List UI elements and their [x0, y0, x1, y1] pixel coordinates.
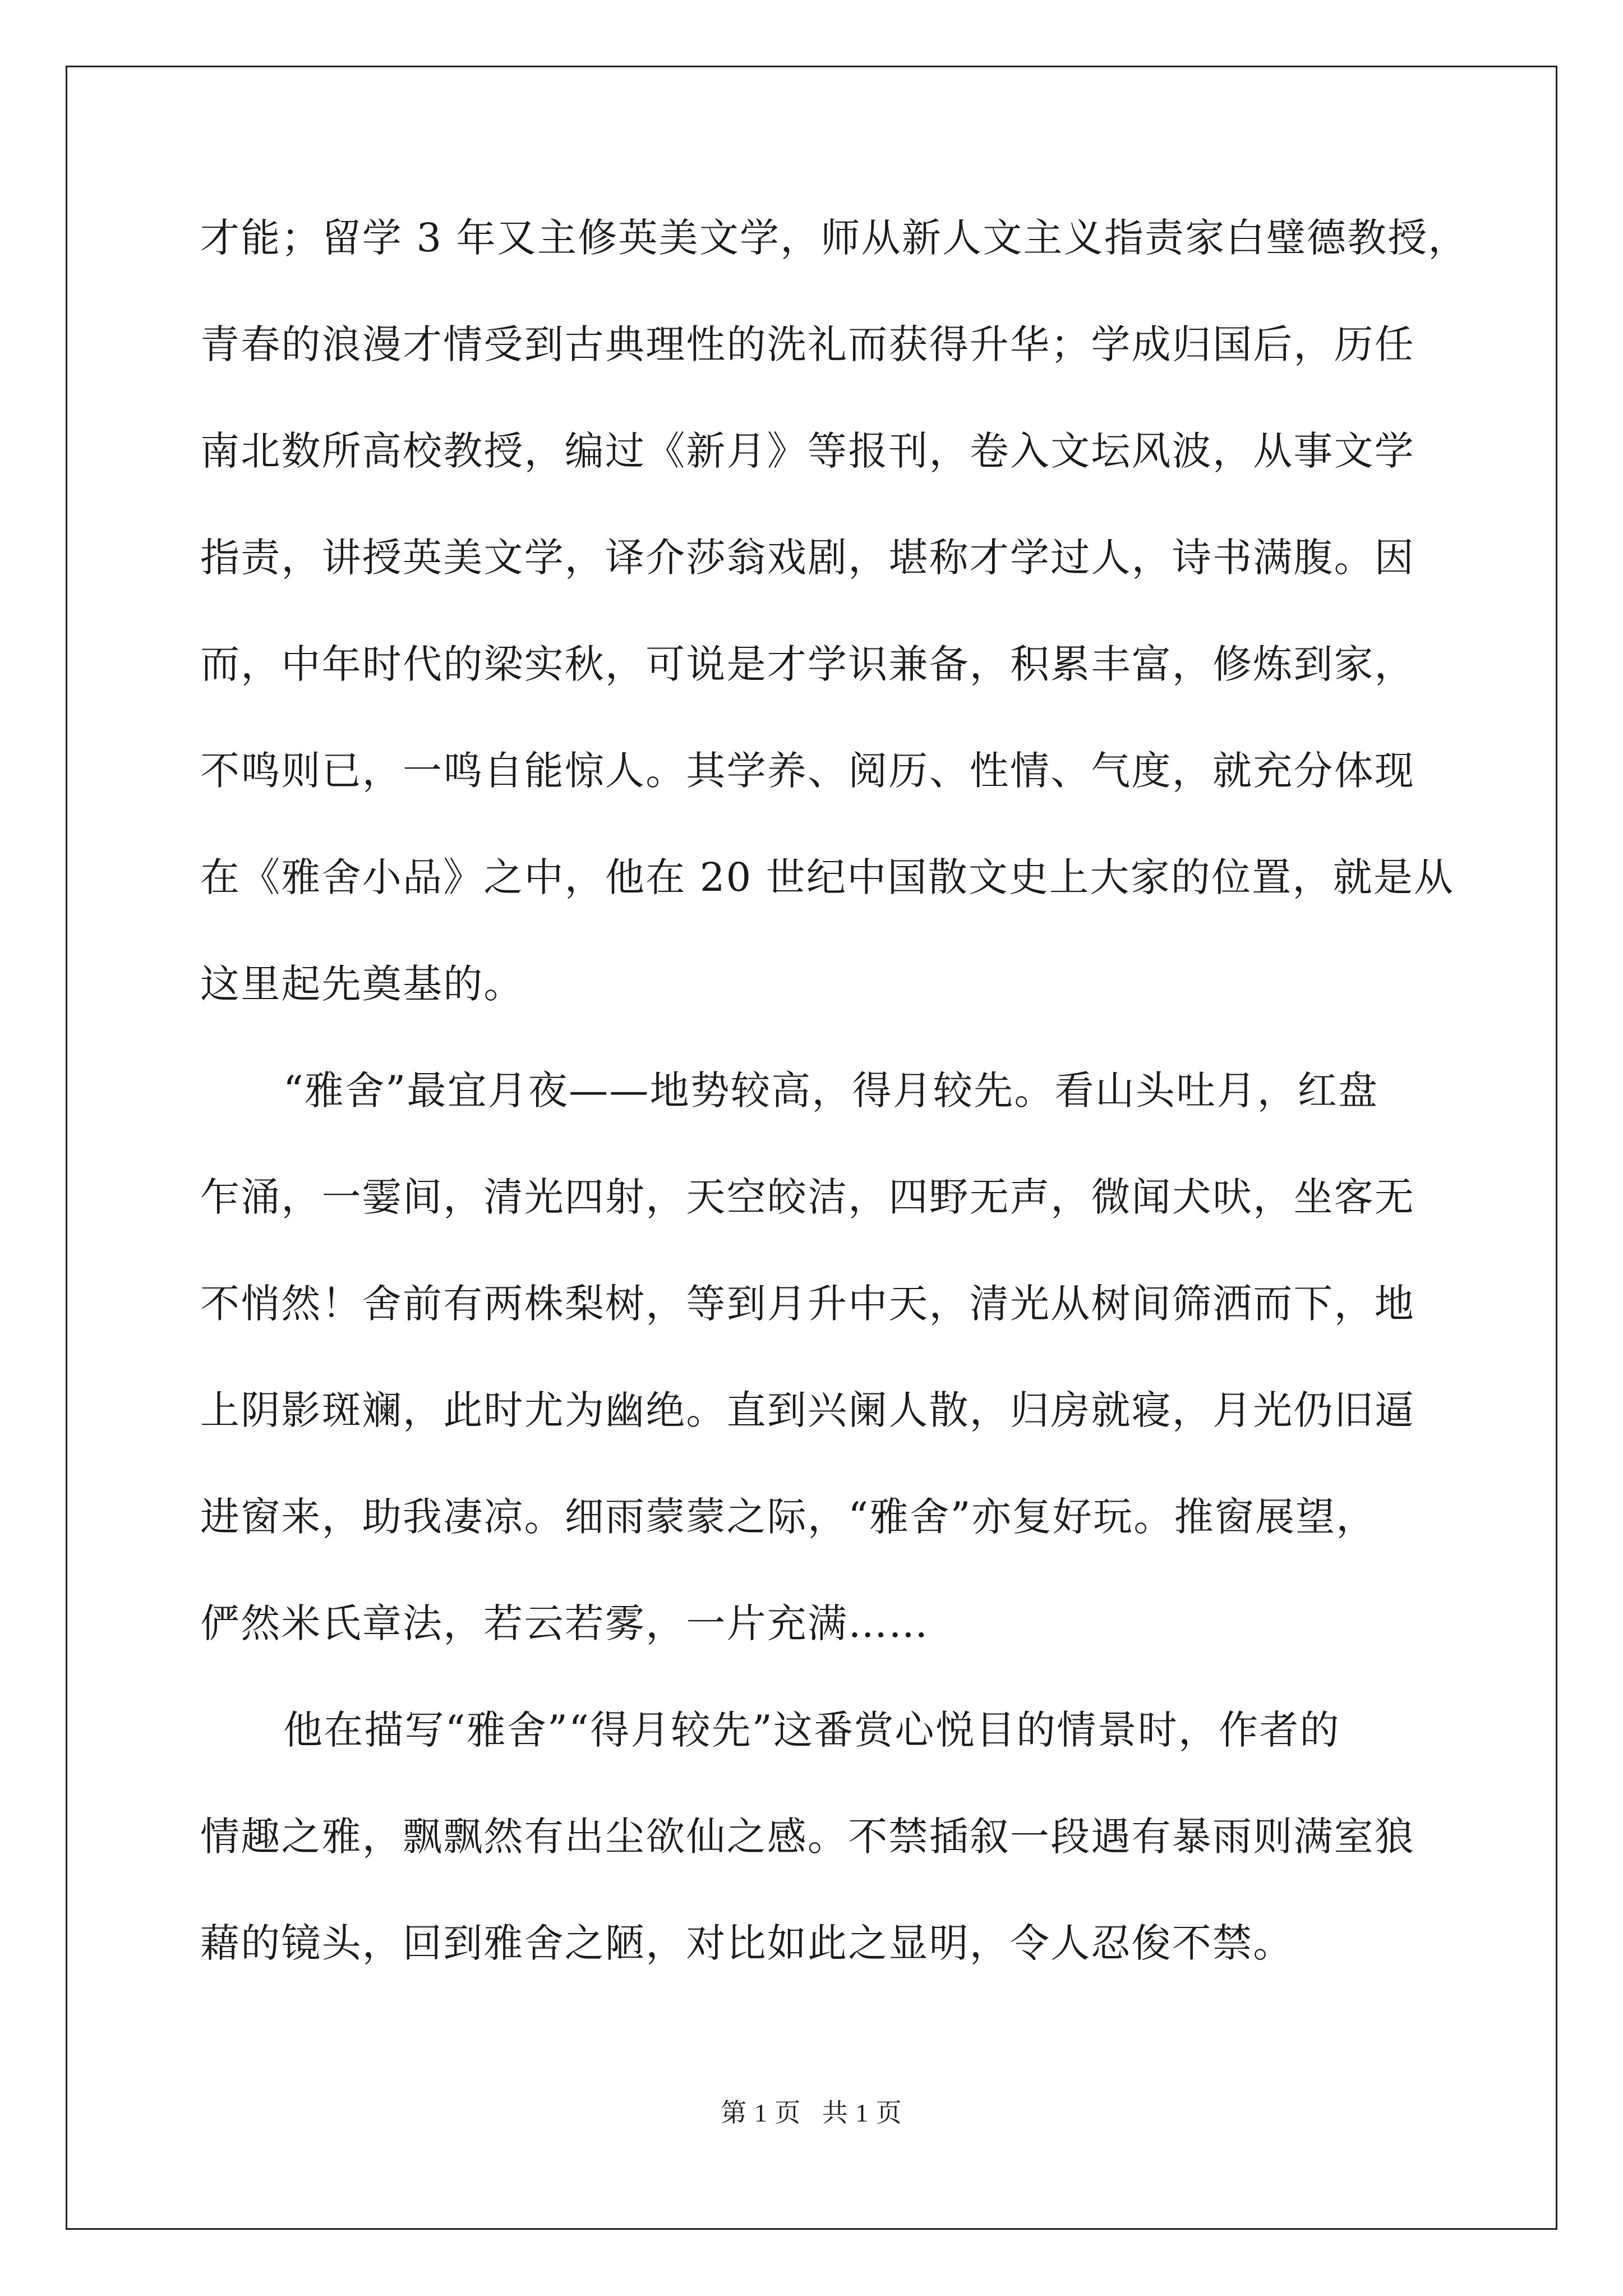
text-line: 俨然米氏章法，若云若雾，一片充满…… — [200, 1600, 929, 1646]
text-line: 不鸣则已，一鸣自能惊人。其学养、阅历、性情、气度，就充分体现 — [200, 748, 1415, 794]
text-line: 进窗来，助我凄凉。细雨蒙蒙之际，“雅舍”亦复好玩。推窗展望， — [200, 1494, 1377, 1540]
text-line: 才能；留学 3 年又主修英美文学，师从新人文主义指责家白璧德教授， — [200, 215, 1469, 261]
document-body — [200, 208, 1469, 2020]
text-line: 乍涌，一霎间，清光四射，天空皎洁，四野无声，微闻犬吠，坐客无 — [200, 1174, 1415, 1220]
page-footer — [0, 2092, 1623, 2129]
text-line: 指责，讲授英美文学，译介莎翁戏剧，堪称才学过人，诗书满腹。因 — [200, 535, 1415, 581]
text-line: 青春的浪漫才情受到古典理性的洗礼而获得升华；学成归国后，历任 — [200, 321, 1415, 367]
paragraph-start-line: 他在描写“雅舍”“得月较先”这番赏心悦目的情景时，作者的 — [283, 1707, 1340, 1753]
text-line: 这里起先奠基的。 — [200, 961, 524, 1007]
paragraph-start-line: “雅舍”最宜月夜——地势较高，得月较先。看山头吐月，红盘 — [283, 1068, 1379, 1114]
text-line: 不悄然！舍前有两株梨树，等到月升中天，清光从树间筛洒而下，地 — [200, 1281, 1415, 1327]
text-line: 在《雅舍小品》之中，他在 20 世纪中国散文史上大家的位置，就是从 — [200, 854, 1455, 900]
text-line: 情趣之雅，飘飘然有出尘欲仙之感。不禁插叙一段遇有暴雨则满室狼 — [200, 1814, 1415, 1860]
page-number: 第 1 页 — [721, 2099, 801, 2127]
text-line: 而，中年时代的梁实秋，可说是才学识兼备，积累丰富，修炼到家， — [200, 641, 1415, 687]
text-line: 藉的镜头，回到雅舍之陋，对比如此之显明，令人忍俊不禁。 — [200, 1920, 1294, 1966]
page-total: 共 1 页 — [822, 2099, 902, 2127]
text-line: 南北数所高校教授，编过《新月》等报刊，卷入文坛风波，从事文学 — [200, 428, 1415, 474]
text-line: 上阴影斑斓，此时尤为幽绝。直到兴阑人散，归房就寝，月光仍旧逼 — [200, 1387, 1415, 1433]
